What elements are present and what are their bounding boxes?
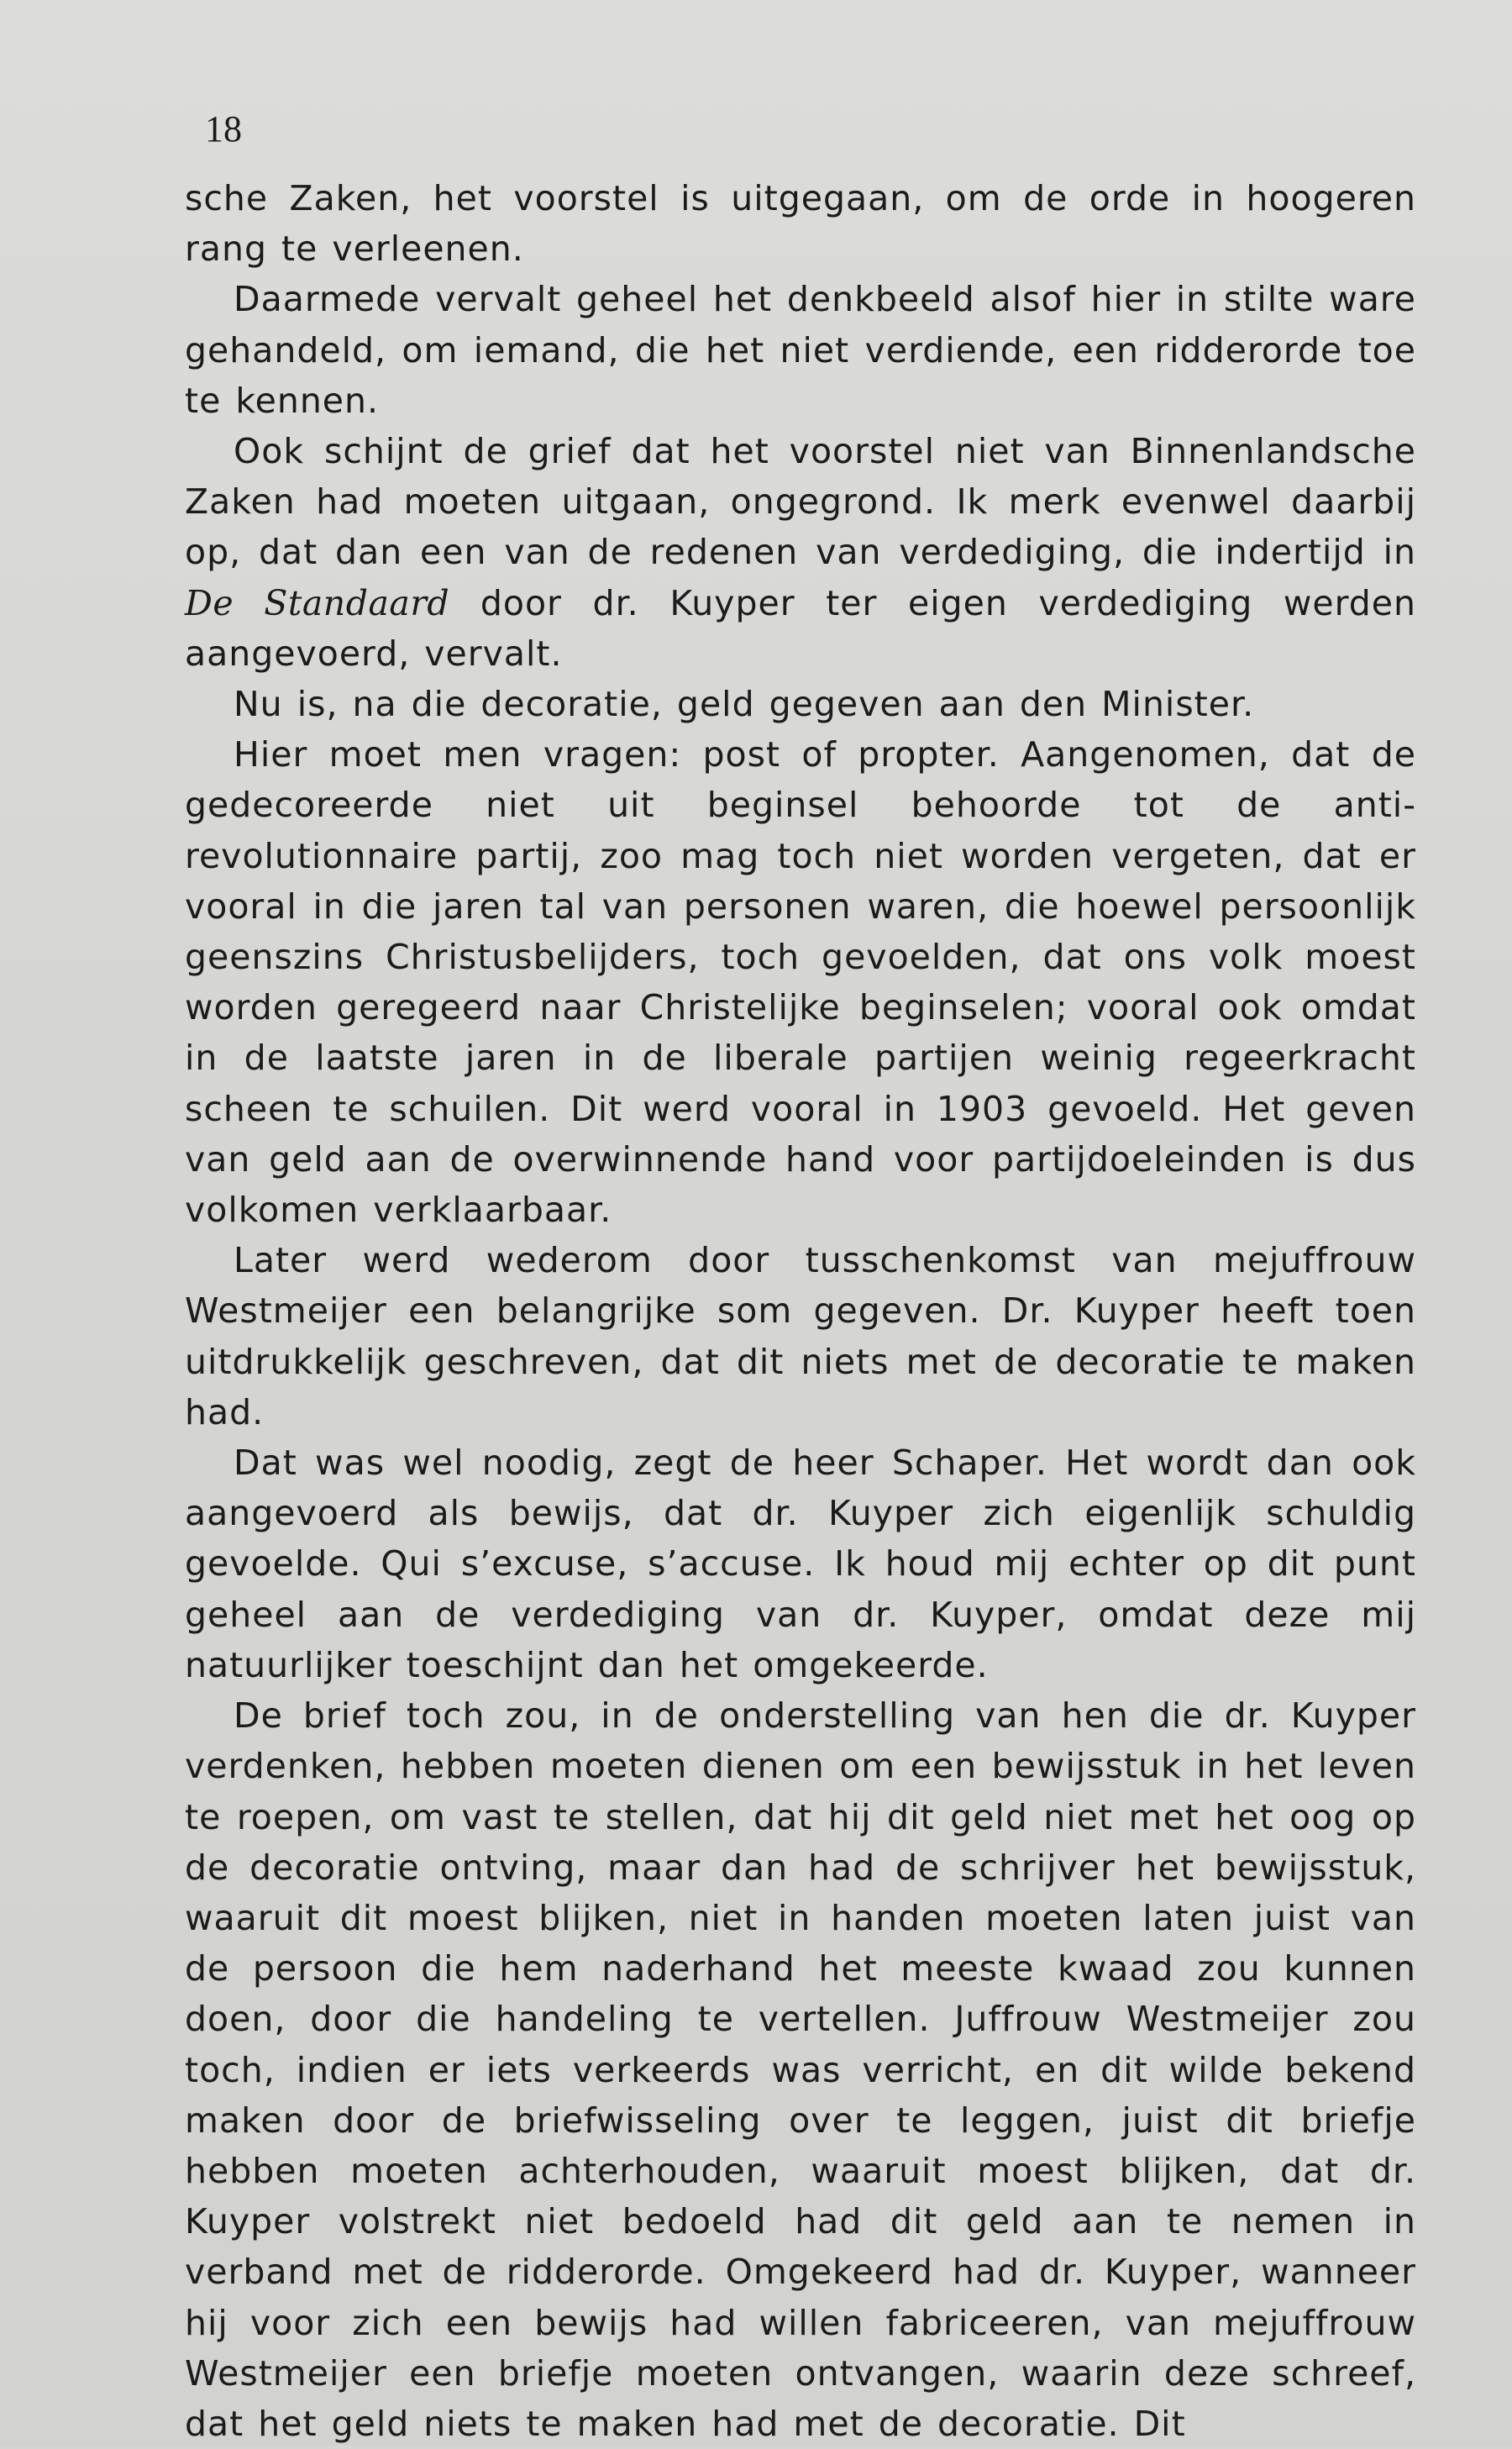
paragraph-8: De brief toch zou, in de onderstelling van hen die dr. Kuyper verdenken, hebben moeten dienen om een bewijsstuk in het leven te roepen, om vast te stellen, dat hij dit geld niet met het oog op de decoratie ontving, maar dan had de schrijver het bewijsstuk, waaruit dit moest blijken, niet in handen moeten laten juist van de persoon die hem naderhand het meeste kwaad zou kunnen doen, door die handeling te vertellen. Juffrouw Westmeijer zou toch, indien er iets verkeerds was verricht, en dit wilde bekend maken door de briefwisseling over te leggen, juist dit briefje hebben moeten achterhouden, waaruit moest blijken, dat dr. Kuyper volstrekt niet bedoeld had dit geld aan te nemen in verband met de ridderorde. Omgekeerd had dr. Kuyper, wanneer hij voor zich een bewijs had willen fabriceeren, van mejuffrouw Westmeijer een briefje moeten ontvangen, waarin deze schreef, dat het geld niets te maken had met de decoratie. Dit	[185, 1695, 1416, 2444]
paragraph-1: sche Zaken, het voorstel is uitgegaan, om de orde in hoogeren rang te verleenen.	[185, 178, 1416, 270]
paragraph-5: Hier moet men vragen: post of propter. Aangenomen, dat de gedecoreerde niet uit beginsel behoorde tot de anti-revolutionnaire partij, zoo mag toch niet worden vergeten, dat er vooral in die jaren tal van personen waren, die hoewel persoonlijk geenszins Christusbelijders, toch gevoelden, dat ons volk moest worden geregeerd naar Christelijke beginselen; vooral ook omdat in de laatste jaren in de liberale partijen weinig regeerkracht scheen te schuilen. Dit werd vooral in 1903 gevoeld. Het geven van geld aan de overwinnende hand voor partijdoeleinden is dus volkomen verklaarbaar.	[185, 734, 1416, 1231]
paragraph-6: Later werd wederom door tusschenkomst van mejuffrouw Westmeijer een belangrijke som gegeven. Dr. Kuyper heeft toen uitdrukkelijk geschreven, dat dit niets met de decoratie te maken had.	[185, 1240, 1416, 1432]
paragraph-2: Daarmede vervalt geheel het denkbeeld alsof hier in stilte ware gehandeld, om iemand, die het niet verdiende, een ridderorde toe te kennen.	[185, 279, 1416, 421]
page-number: 18	[205, 108, 242, 150]
paragraph-3-text-before: Ook schijnt de grief dat het voorstel niet van Binnenlandsche Zaken had moeten uitgaan, ongegrond. Ik merk evenwel daarbij op, dat dan een van de redenen van verdediging, die indertijd in	[185, 431, 1416, 573]
paragraph-4: Nu is, na die decoratie, geld gegeven aan den Minister.	[234, 684, 1255, 725]
paragraph-7: Dat was wel noodig, zegt de heer Schaper. Het wordt dan ook aangevoerd als bewijs, dat dr. Kuyper zich eigenlijk schuldig gevoelde. Qui s’excuse, s’accuse. Ik houd mij echter op dit punt geheel aan de verdediging van dr. Kuyper, omdat deze mij natuurlijker toeschijnt dan het omgekeerde.	[185, 1443, 1416, 1685]
paragraph-3-text-after: door dr. Kuyper ter eigen verdediging werden aangevoerd, vervalt.	[185, 582, 1417, 674]
body-text	[185, 173, 1416, 2449]
newspaper-title: De Standaard	[185, 582, 450, 623]
paragraph-3	[185, 426, 1416, 679]
